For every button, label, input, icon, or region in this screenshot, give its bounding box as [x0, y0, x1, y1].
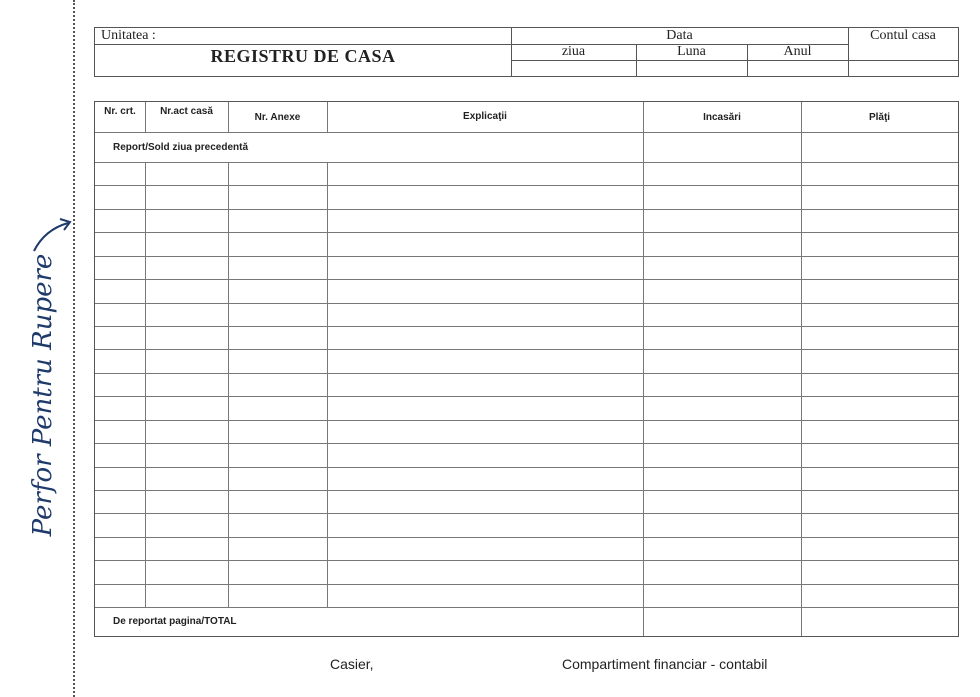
col-header-nr-act: Nr.act casă: [160, 106, 213, 117]
row-line: [95, 537, 958, 538]
row-line: [95, 467, 958, 468]
date-label: Data: [666, 28, 693, 43]
column-line: [327, 102, 328, 132]
year-field[interactable]: [748, 61, 847, 75]
register-title: REGISTRU DE CASA: [210, 46, 396, 66]
row-line: [95, 326, 958, 327]
row-line: [95, 303, 958, 304]
column-line: [643, 102, 644, 636]
carry-out-label: De reportat pagina/TOTAL: [113, 616, 237, 627]
row-line: [95, 279, 958, 280]
month-field[interactable]: [637, 61, 746, 75]
arrow-icon: [30, 215, 76, 255]
row-line: [95, 443, 958, 444]
carry-in-label: Report/Sold ziua precedentă: [113, 142, 249, 153]
row-line: [95, 209, 958, 210]
row-line: [95, 396, 958, 397]
account-label: Contul casa: [870, 28, 936, 43]
month-label: Luna: [677, 44, 706, 59]
col-header-incasari: Incasări: [703, 112, 741, 123]
register-header: [94, 27, 959, 77]
account-field[interactable]: [849, 61, 957, 75]
col-header-nr-anexe: Nr. Anexe: [254, 112, 301, 123]
row-line: [95, 185, 958, 186]
day-label: ziua: [561, 44, 586, 59]
cashier-label: Casier,: [330, 656, 374, 672]
col-header-explicatii: Explicaţii: [463, 111, 507, 122]
row-line: [95, 373, 958, 374]
row-line: [95, 584, 958, 585]
column-line: [228, 162, 229, 607]
year-label: Anul: [783, 44, 812, 59]
column-line: [327, 162, 328, 607]
row-line: [95, 232, 958, 233]
row-line: [95, 513, 958, 514]
col-header-plati: Plăţi: [868, 112, 891, 123]
row-line: [95, 349, 958, 350]
finance-department-label: Compartiment financiar - contabil: [562, 656, 768, 672]
column-line: [228, 102, 229, 132]
row-line: [95, 256, 958, 257]
col-header-nr-crt: Nr. crt.: [104, 106, 136, 117]
row-line: [95, 420, 958, 421]
row-line: [95, 560, 958, 561]
header-divider: [95, 132, 958, 133]
carry-in-divider: [95, 162, 958, 163]
row-line: [95, 490, 958, 491]
day-field[interactable]: [512, 61, 635, 75]
column-line: [145, 162, 146, 607]
perforation-line: [73, 0, 75, 697]
total-divider: [95, 607, 958, 608]
unit-label: Unitatea :: [101, 28, 156, 43]
column-line: [801, 102, 802, 636]
register-table: [94, 101, 959, 637]
column-line: [145, 102, 146, 132]
